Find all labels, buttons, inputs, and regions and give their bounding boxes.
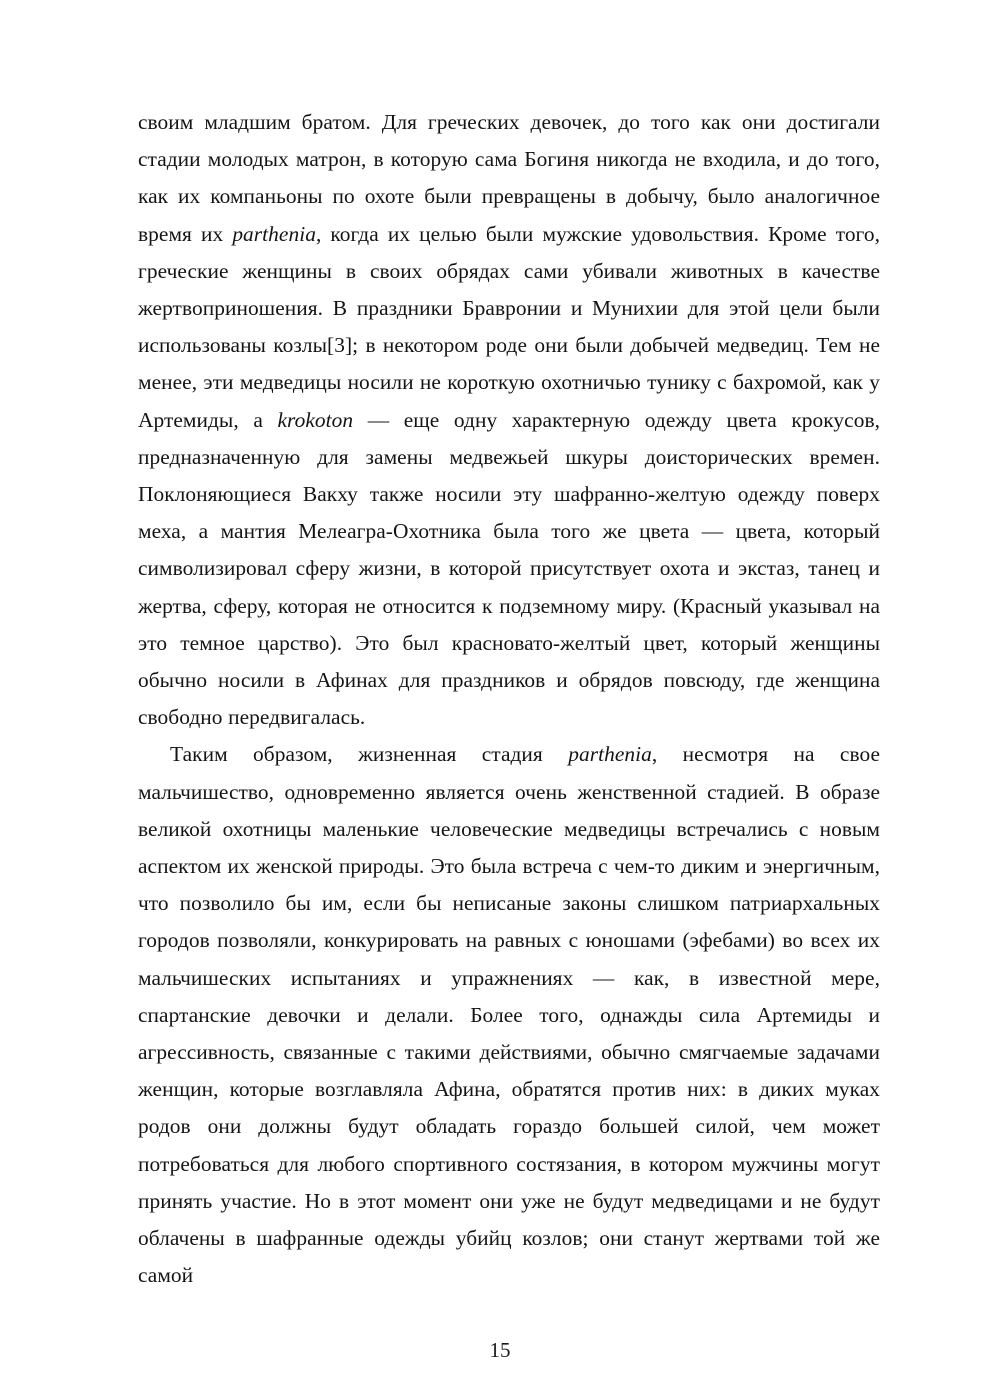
italic-term: krokoton	[277, 407, 354, 432]
italic-term: parthenia	[232, 221, 316, 246]
italic-term: parthenia	[568, 742, 652, 767]
page-text-body	[138, 104, 880, 1295]
paragraph-2: Таким образом, жизненная стадия parthenia, несмотря на свое мальчишество, одновременно является очень женственной стадией. В образе великой охотницы маленькие человеческие медведицы встречались с новым аспектом их женской природы. Это была встреча с чем-то диким и энергичным, что позволило бы им, если бы неписаные законы слишком патриархальных городов позволяли, конкурировать на равных с юношами (эфебами) во всех их мальчишеских испытаниях и упражнениях — как, в известной мере, спартанские девочки и делали. Более того, однажды сила Артемиды и агрессивность, связанные с такими действиями, обычно смягчаемые задачами женщин, которые возглавляла Афина, обратятся против них: в диких муках родов они должны будут обладать гораздо большей силой, чем может потребоваться для любого спортивного состязания, в котором мужчины могут принять участие. Но в этот момент они уже не будут медведицами и не будут облачены в шафранные одежды убийц козлов; они станут жертвами той же самой	[138, 742, 881, 1288]
page-number: 15	[489, 1338, 511, 1362]
paragraph-1: своим младшим братом. Для греческих девочек, до того как они достигали стадии молодых матрон, в которую сама Богиня никогда не входила, и до того, как их компаньоны по охоте были превращены в добычу, было аналогичное время их parthenia, когда их целью были мужские удовольствия. Кроме того, греческие женщины в своих обрядах сами убивали животных в качестве жертвоприношения. В праздники Бравронии и Мунихии для этой цели были использованы козлы[3]; в некотором роде они были добычей медведиц. Тем не менее, эти медведицы носили не короткую охотничью тунику с бахромой, как у Артемиды, а krokoton — еще одну характерную одежду цвета крокусов, предназначенную для замены медвежьей шкуры доисторических времен. Поклоняющиеся Вакху также носили эту шафранно-желтую одежду поверх меха, а мантия Мелеагра-Охотника была того же цвета — цвета, который символизировал сферу жизни, в которой присутствует охота и экстаз, танец и жертва, сферу, которая не относится к подземному миру. (Красный указывал на это темное царство). Это был красновато-желтый цвет, который женщины обычно носили в Афинах для праздников и обрядов повсюду, где женщина свободно передвигалась.	[138, 110, 880, 730]
